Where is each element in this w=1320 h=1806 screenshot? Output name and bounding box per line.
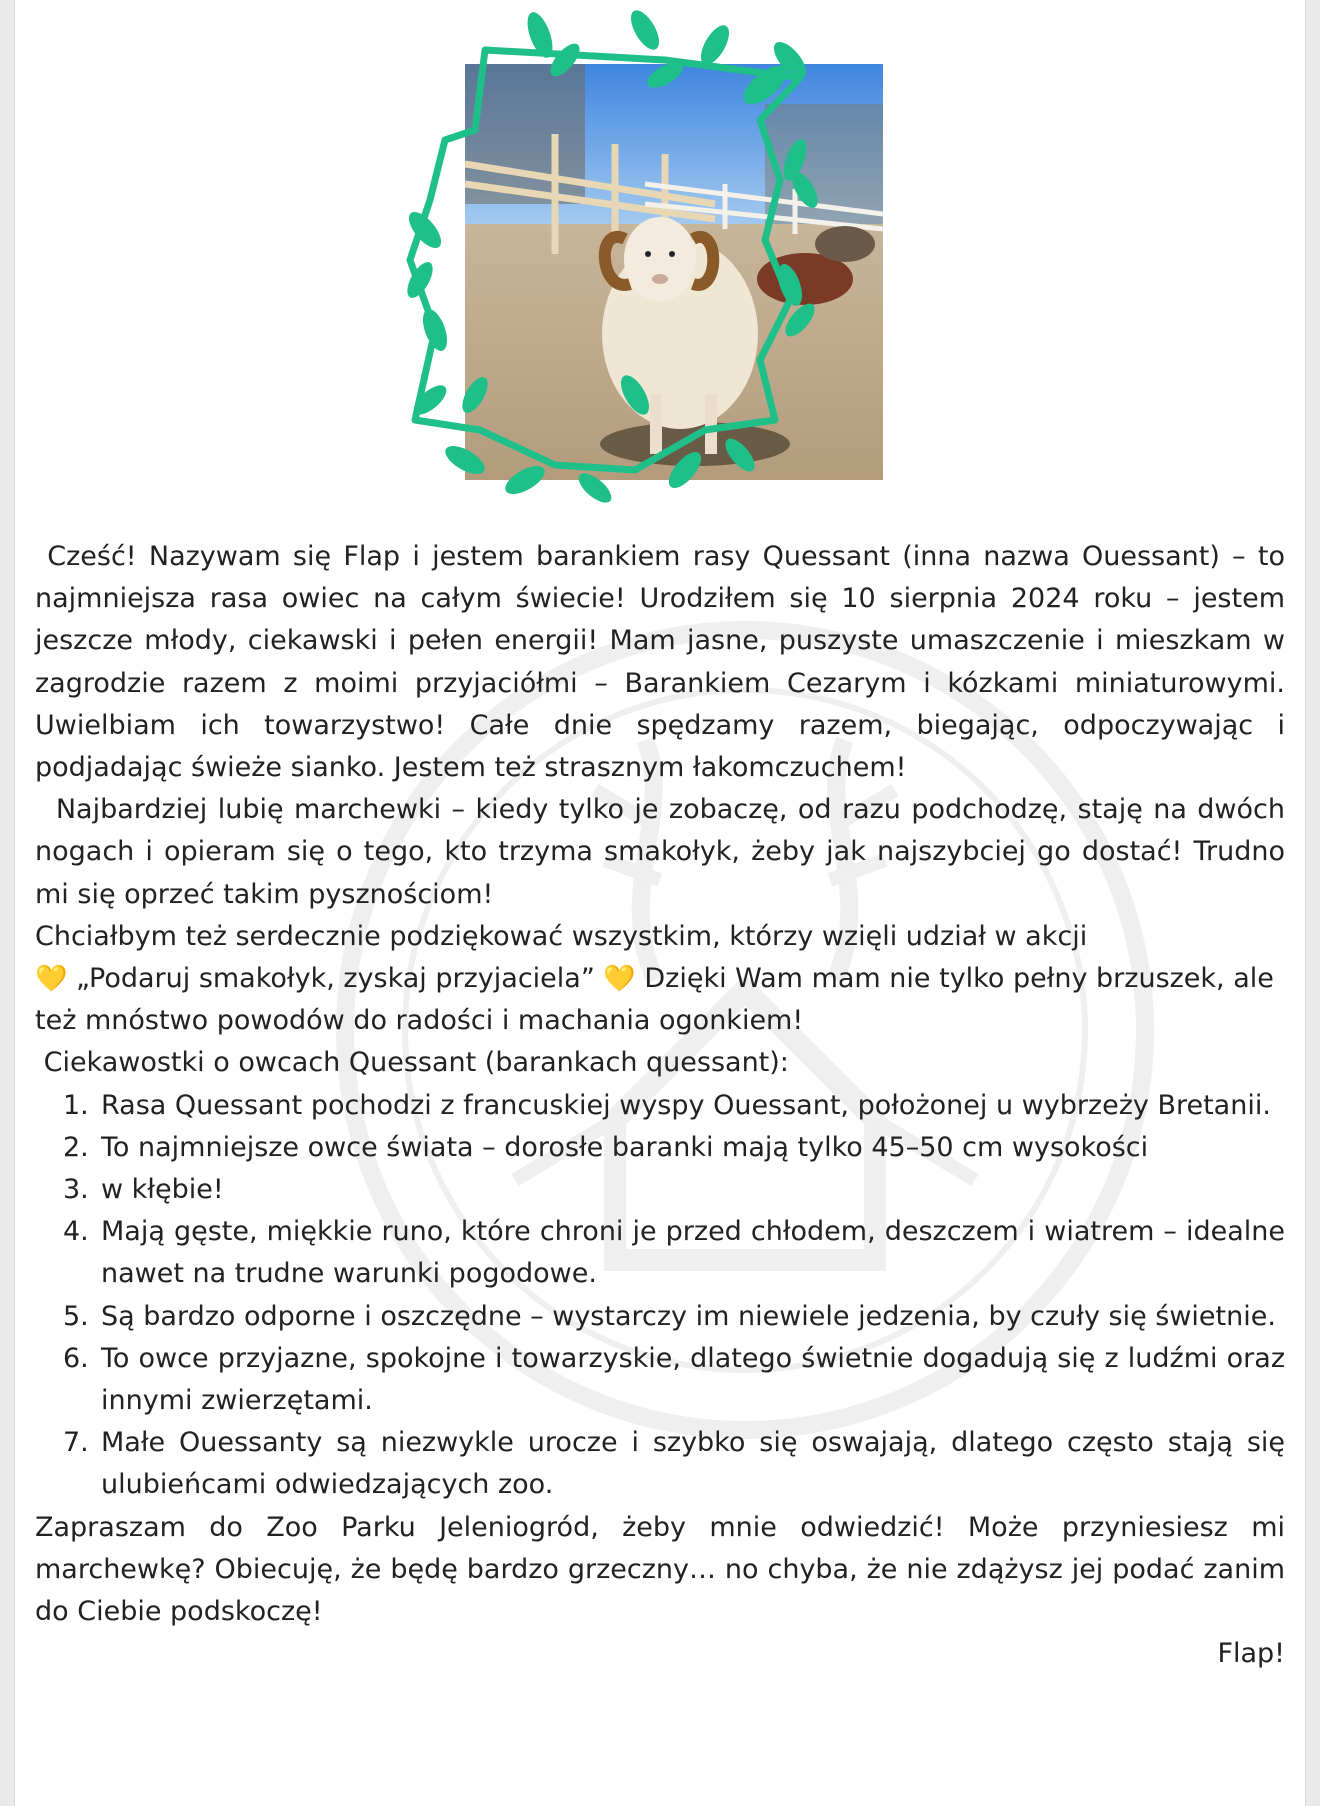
list-item <box>35 1422 1285 1506</box>
heart-icon: 💛 <box>603 964 636 995</box>
thanks-paragraph <box>35 916 1285 1043</box>
list-number: 5. <box>63 1300 89 1332</box>
intro-text: Cześć! Nazywam się Flap i jestem barankiem rasy Quessant (inna nazwa Ouessant) – to najmniejsza rasa owiec na całym świecie! Urodziłem się 10 sierpnia 2024 roku – jestem jeszcze młody, ciekawski i pełen energii! Mam jasne, puszyste umaszczenie i mieszkam w zagrodzie razem z moimi przyjaciółmi – Barankiem Cezarym i kózkami miniaturowymi. Uwielbiam ich towarzystwo! Całe dnie spędzamy razem, biegając, odpoczywając i podjadając świeże sianko. Jestem też strasznym łakomczuchem! <box>35 541 1285 784</box>
photo-block <box>405 0 945 520</box>
list-text: Mają gęste, miękkie runo, które chroni je przed chłodem, deszczem i wiatrem – idealne nawet na trudne warunki pogodowe. <box>101 1216 1285 1290</box>
list-item <box>35 1338 1285 1422</box>
list-item <box>35 1085 1285 1127</box>
list-text: To owce przyjazne, spokojne i towarzyskie, dlatego świetnie dogadują się z ludźmi oraz innymi zwierzętami. <box>101 1342 1285 1417</box>
list-number: 6. <box>63 1342 89 1374</box>
list-number: 1. <box>63 1089 89 1121</box>
thanks-line: Chciałbym też serdecznie podziękować wszystkim, którzy wzięli udział w akcji <box>35 920 1088 952</box>
list-text: Są bardzo odporne i oszczędne – wystarczy im niewiele jedzenia, by czuły się świetnie. <box>101 1300 1276 1332</box>
facts-heading-text: Ciekawostki o owcach Quessant (barankach quessant): <box>43 1047 789 1079</box>
carrots-text: Najbardziej lubię marchewki – kiedy tylko je zobaczę, od razu podchodzę, staję na dwóch nogach i opieram się o tego, kto trzyma smakołyk, żeby jak najszybciej go dostać! Trudno mi się oprzeć takim pysznościom! <box>35 794 1285 910</box>
facts-list <box>35 1085 1285 1507</box>
signature: Flap! <box>1217 1638 1285 1670</box>
document-page <box>14 0 1306 1806</box>
list-text: Rasa Quessant pochodzi z francuskiej wyspy Ouessant, położonej u wybrzeży Bretanii. <box>101 1089 1271 1121</box>
invite-paragraph: Zapraszam do Zoo Parku Jeleniogród, żeby mnie odwiedzić! Może przyniesiesz mi marchewkę? Obiecuję, że będę bardzo grzeczny… no chyba, że nie zdążysz jej podać zanim do Ciebie podskoczę! <box>35 1511 1285 1628</box>
list-number: 7. <box>63 1427 89 1459</box>
list-item <box>35 1296 1285 1338</box>
heart-icon: 💛 <box>35 964 68 995</box>
list-item <box>35 1127 1285 1169</box>
action-name: „Podaruj smakołyk, zyskaj przyjaciela” <box>75 963 595 995</box>
leaf-frame-icon <box>405 0 945 520</box>
list-number: 2. <box>63 1131 89 1163</box>
list-text: w kłębie! <box>101 1174 224 1206</box>
list-item <box>35 1169 1285 1211</box>
list-number: 4. <box>63 1216 89 1248</box>
letter-body <box>35 536 1285 1675</box>
list-text: Małe Ouessanty są niezwykle urocze i szybko się oswajają, dlatego często stają się ulubieńcami odwiedzających zoo. <box>101 1427 1285 1501</box>
intro-paragraph <box>35 536 1285 789</box>
carrots-paragraph <box>35 789 1285 916</box>
thanks-rest: Dzięki Wam mam nie tylko pełny brzuszek, ale też mnóstwo powodów do radości i machania ogonkiem! <box>35 963 1274 1037</box>
list-text: To najmniejsze owce świata – dorosłe baranki mają tylko 45–50 cm wysokości <box>101 1131 1149 1163</box>
list-number: 3. <box>63 1174 89 1206</box>
facts-heading <box>35 1042 1285 1084</box>
list-item <box>35 1211 1285 1295</box>
